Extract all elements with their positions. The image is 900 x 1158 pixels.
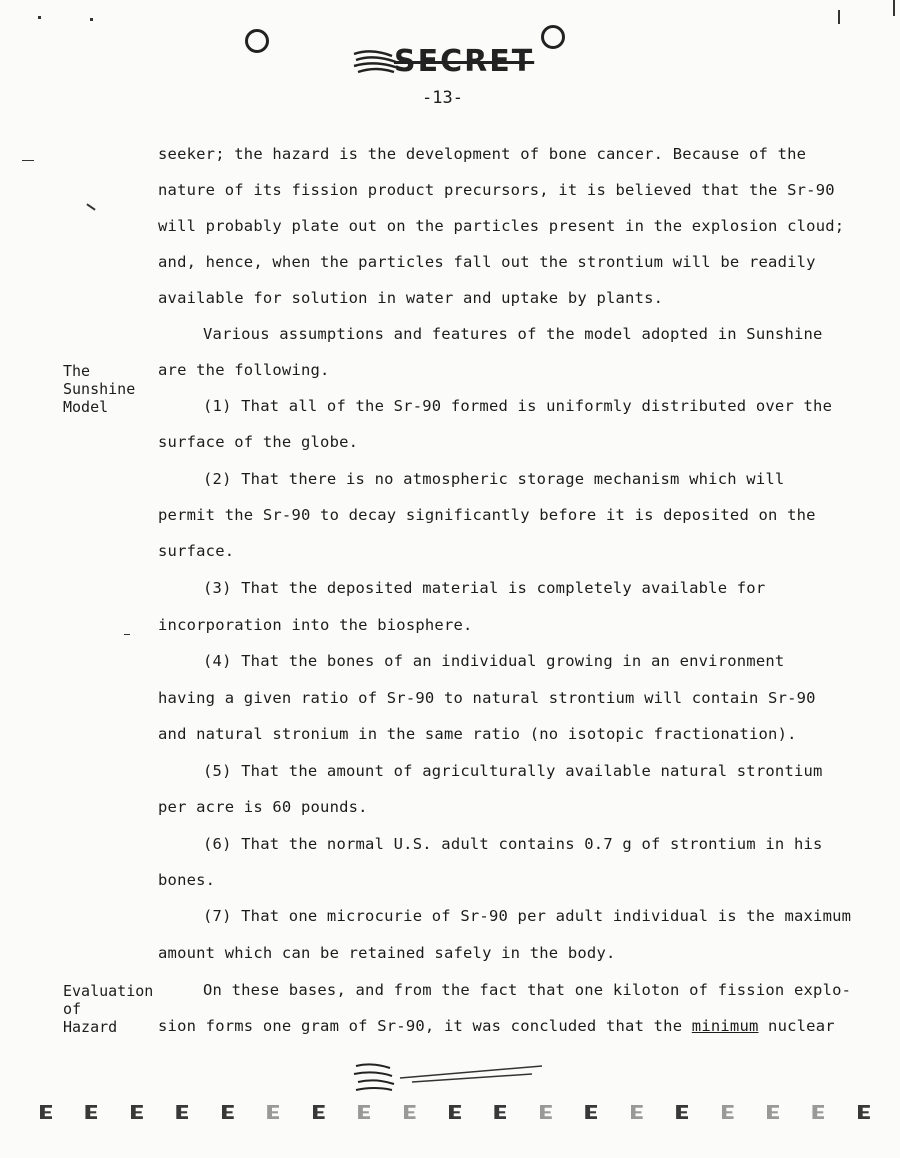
page-number: -13- xyxy=(422,88,463,108)
edge-mark xyxy=(313,1105,325,1119)
edge-mark xyxy=(176,1105,188,1119)
body-line-text: nuclear xyxy=(758,1017,835,1035)
stamp-scribble-icon xyxy=(352,50,400,74)
margin-note-line: Model xyxy=(63,398,109,416)
list-item-2: (2) That there is no atmospheric storage mechanism which will xyxy=(203,470,785,488)
edge-mark xyxy=(494,1105,506,1119)
body-line: and, hence, when the particles fall out the strontium will be readily xyxy=(158,253,816,271)
stamp-text: SECRET xyxy=(394,44,535,79)
body-line-text: sion forms one gram of Sr-90, it was concluded that the xyxy=(158,1017,692,1035)
edge-mark xyxy=(404,1105,416,1119)
body-line: available for solution in water and uptake by plants. xyxy=(158,289,664,307)
edge-mark xyxy=(449,1105,461,1119)
edge-mark xyxy=(85,1105,97,1119)
body-line: having a given ratio of Sr-90 to natural strontium will contain Sr-90 xyxy=(158,689,816,707)
margin-note-sunshine-model xyxy=(63,362,135,416)
speck xyxy=(124,634,130,635)
edge-mark xyxy=(358,1105,370,1119)
speck xyxy=(22,160,34,161)
list-item-4: (4) That the bones of an individual growing in an environment xyxy=(203,652,785,670)
underlined-word: minimum xyxy=(691,1017,759,1035)
body-line: will probably plate out on the particles present in the explosion cloud; xyxy=(158,217,845,235)
footer-scribble-icon xyxy=(352,1058,552,1098)
edge-mark xyxy=(722,1105,734,1119)
margin-note-line: The xyxy=(63,362,91,380)
body-line: bones. xyxy=(158,871,216,889)
edge-mark xyxy=(40,1105,52,1119)
list-item-6: (6) That the normal U.S. adult contains 0.7 g of strontium in his xyxy=(203,835,823,853)
bottom-edge-marks xyxy=(40,1100,870,1124)
speck xyxy=(38,16,41,19)
body-line: amount which can be retained safely in the body. xyxy=(158,944,616,962)
body-line xyxy=(158,1017,835,1035)
edge-mark xyxy=(838,10,840,24)
body-line: and natural stronium in the same ratio (no isotopic fractionation). xyxy=(158,725,797,743)
list-item-3: (3) That the deposited material is completely available for xyxy=(203,579,766,597)
body-line: are the following. xyxy=(158,361,330,379)
edge-mark xyxy=(585,1105,597,1119)
list-item-5: (5) That the amount of agriculturally available natural strontium xyxy=(203,762,823,780)
body-line: surface of the globe. xyxy=(158,433,359,451)
edge-mark xyxy=(812,1105,824,1119)
list-item-7: (7) That one microcurie of Sr-90 per adult individual is the maximum xyxy=(203,907,852,925)
edge-mark xyxy=(267,1105,279,1119)
margin-note-line: Sunshine xyxy=(63,380,136,398)
body-line: per acre is 60 pounds. xyxy=(158,798,368,816)
list-item-1: (1) That all of the Sr-90 formed is uniformly distributed over the xyxy=(203,397,833,415)
margin-note-line: Evaluation xyxy=(63,982,154,1000)
speck xyxy=(90,18,93,21)
body-line: nature of its fission product precursors, it is believed that the Sr-90 xyxy=(158,181,835,199)
body-line: On these bases, and from the fact that one kiloton of fission explo- xyxy=(203,981,852,999)
edge-mark xyxy=(631,1105,643,1119)
edge-mark xyxy=(540,1105,552,1119)
body-line: surface. xyxy=(158,542,235,560)
body-line: permit the Sr-90 to decay significantly before it is deposited on the xyxy=(158,506,816,524)
speck xyxy=(86,203,95,210)
edge-mark xyxy=(767,1105,779,1119)
edge-mark xyxy=(131,1105,143,1119)
margin-note-line: Hazard xyxy=(63,1018,118,1036)
edge-mark xyxy=(222,1105,234,1119)
classification-stamp xyxy=(352,44,534,79)
margin-note-line: of xyxy=(63,1000,82,1018)
edge-mark xyxy=(893,0,895,16)
punch-hole-right xyxy=(541,25,565,49)
edge-mark xyxy=(858,1105,870,1119)
margin-note-evaluation-hazard xyxy=(63,982,153,1036)
body-line: seeker; the hazard is the development of bone cancer. Because of the xyxy=(158,145,807,163)
punch-hole-left xyxy=(245,29,269,53)
body-line: incorporation into the biosphere. xyxy=(158,616,473,634)
body-line: Various assumptions and features of the model adopted in Sunshine xyxy=(203,325,823,343)
edge-mark xyxy=(676,1105,688,1119)
